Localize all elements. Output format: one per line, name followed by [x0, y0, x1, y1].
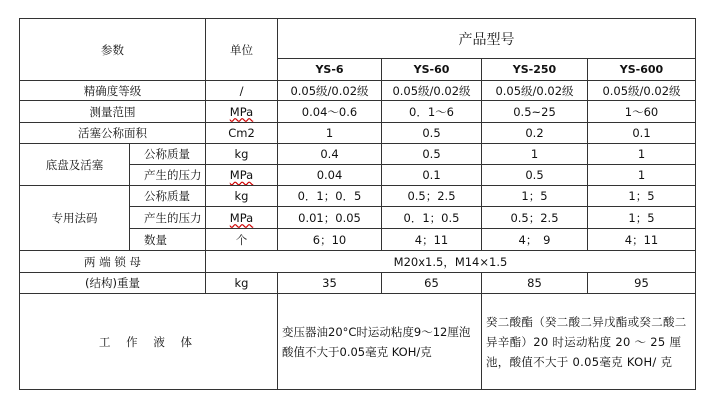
model-ys-60: YS-60 [382, 59, 482, 81]
row-unit: kg [206, 186, 278, 207]
row-unit [206, 101, 278, 123]
cell: 0.2 [482, 123, 588, 144]
row-label: 公称质量 [130, 186, 206, 207]
cell: 95 [588, 273, 696, 294]
cell: 1 [278, 123, 382, 144]
header-model: 产品型号 [278, 19, 696, 59]
table-row [20, 273, 696, 294]
cell: 0.05级/0.02级 [482, 81, 588, 101]
cell: 1；5 [482, 186, 588, 207]
cell: 0．1～6 [382, 101, 482, 123]
row-unit [206, 207, 278, 229]
unit-text: MPa [229, 104, 254, 119]
table-row [20, 144, 696, 165]
fluid-cell-a: 变压器油20°C时运动粘度9～12厘泡酸值不大于0.05毫克 KOH/克 [278, 294, 482, 390]
model-ys-6: YS-6 [278, 59, 382, 81]
cell: 0.04～0.6 [278, 101, 382, 123]
group-label: 底盘及活塞 [20, 144, 130, 186]
row-label: 工 作 液 体 [20, 294, 278, 390]
cell: 4；11 [588, 229, 696, 251]
cell: 1；5 [588, 186, 696, 207]
cell: 0.4 [278, 144, 382, 165]
table-row [20, 123, 696, 144]
model-ys-250: YS-250 [482, 59, 588, 81]
cell: 1～60 [588, 101, 696, 123]
header-unit: 单位 [206, 19, 278, 81]
table-row [20, 81, 696, 101]
row-label: 产生的压力 [130, 165, 206, 186]
cell: 85 [482, 273, 588, 294]
cell: 4；11 [382, 229, 482, 251]
row-label: 数量 [130, 229, 206, 251]
cell: 0.05级/0.02级 [382, 81, 482, 101]
cell: 0.1 [382, 165, 482, 186]
cell: 0.5 [382, 144, 482, 165]
row-label: 公称质量 [130, 144, 206, 165]
cell: 65 [382, 273, 482, 294]
cell: 1 [588, 165, 696, 186]
row-label: 精确度等级 [20, 81, 206, 101]
row-unit: Cm2 [206, 123, 278, 144]
row-label: 活塞公称面积 [20, 123, 206, 144]
cell: 0.05级/0.02级 [588, 81, 696, 101]
row-label: 两 端 锁 母 [20, 251, 206, 273]
row-label: 测量范围 [20, 101, 206, 123]
cell: 1 [588, 144, 696, 165]
cell: 35 [278, 273, 382, 294]
cell: 0.05级/0.02级 [278, 81, 382, 101]
row-unit: 个 [206, 229, 278, 251]
table-row [20, 251, 696, 273]
table-row [20, 101, 696, 123]
row-unit: kg [206, 144, 278, 165]
header-row [20, 19, 696, 59]
cell: 0.1 [588, 123, 696, 144]
cell: 6；10 [278, 229, 382, 251]
unit-text: MPa [229, 210, 254, 225]
cell: 0.5 [482, 165, 588, 186]
row-unit: / [206, 81, 278, 101]
spec-table [19, 18, 696, 390]
group-label: 专用法码 [20, 186, 130, 251]
row-unit [206, 165, 278, 186]
cell: 0.5；2.5 [382, 186, 482, 207]
table-row [20, 294, 696, 390]
table-row [20, 186, 696, 207]
row-label: 产生的压力 [130, 207, 206, 229]
cell: 0.01；0.05 [278, 207, 382, 229]
unit-text: MPa [229, 168, 254, 182]
cell: 0．1；0.5 [382, 207, 482, 229]
row-unit: kg [206, 273, 278, 294]
fluid-cell-b: 癸二酸酯（癸二酸二异戊酯或癸二酸二异辛酯）20 时运动粘度 20 ～ 25 厘池，酸值不大于 0.05毫克 KOH/ 克 [482, 294, 696, 390]
cell: 4； 9 [482, 229, 588, 251]
cell: 0.5；2.5 [482, 207, 588, 229]
row-label: (结构)重量 [20, 273, 206, 294]
cell: 0.5~25 [482, 101, 588, 123]
model-ys-600: YS-600 [588, 59, 696, 81]
cell: 0．1；0．5 [278, 186, 382, 207]
cell: 0.04 [278, 165, 382, 186]
cell: 1；5 [588, 207, 696, 229]
cell: 1 [482, 144, 588, 165]
cell: 0.5 [382, 123, 482, 144]
cell: M20x1.5，M14×1.5 [206, 251, 696, 273]
header-param: 参数 [20, 19, 206, 81]
